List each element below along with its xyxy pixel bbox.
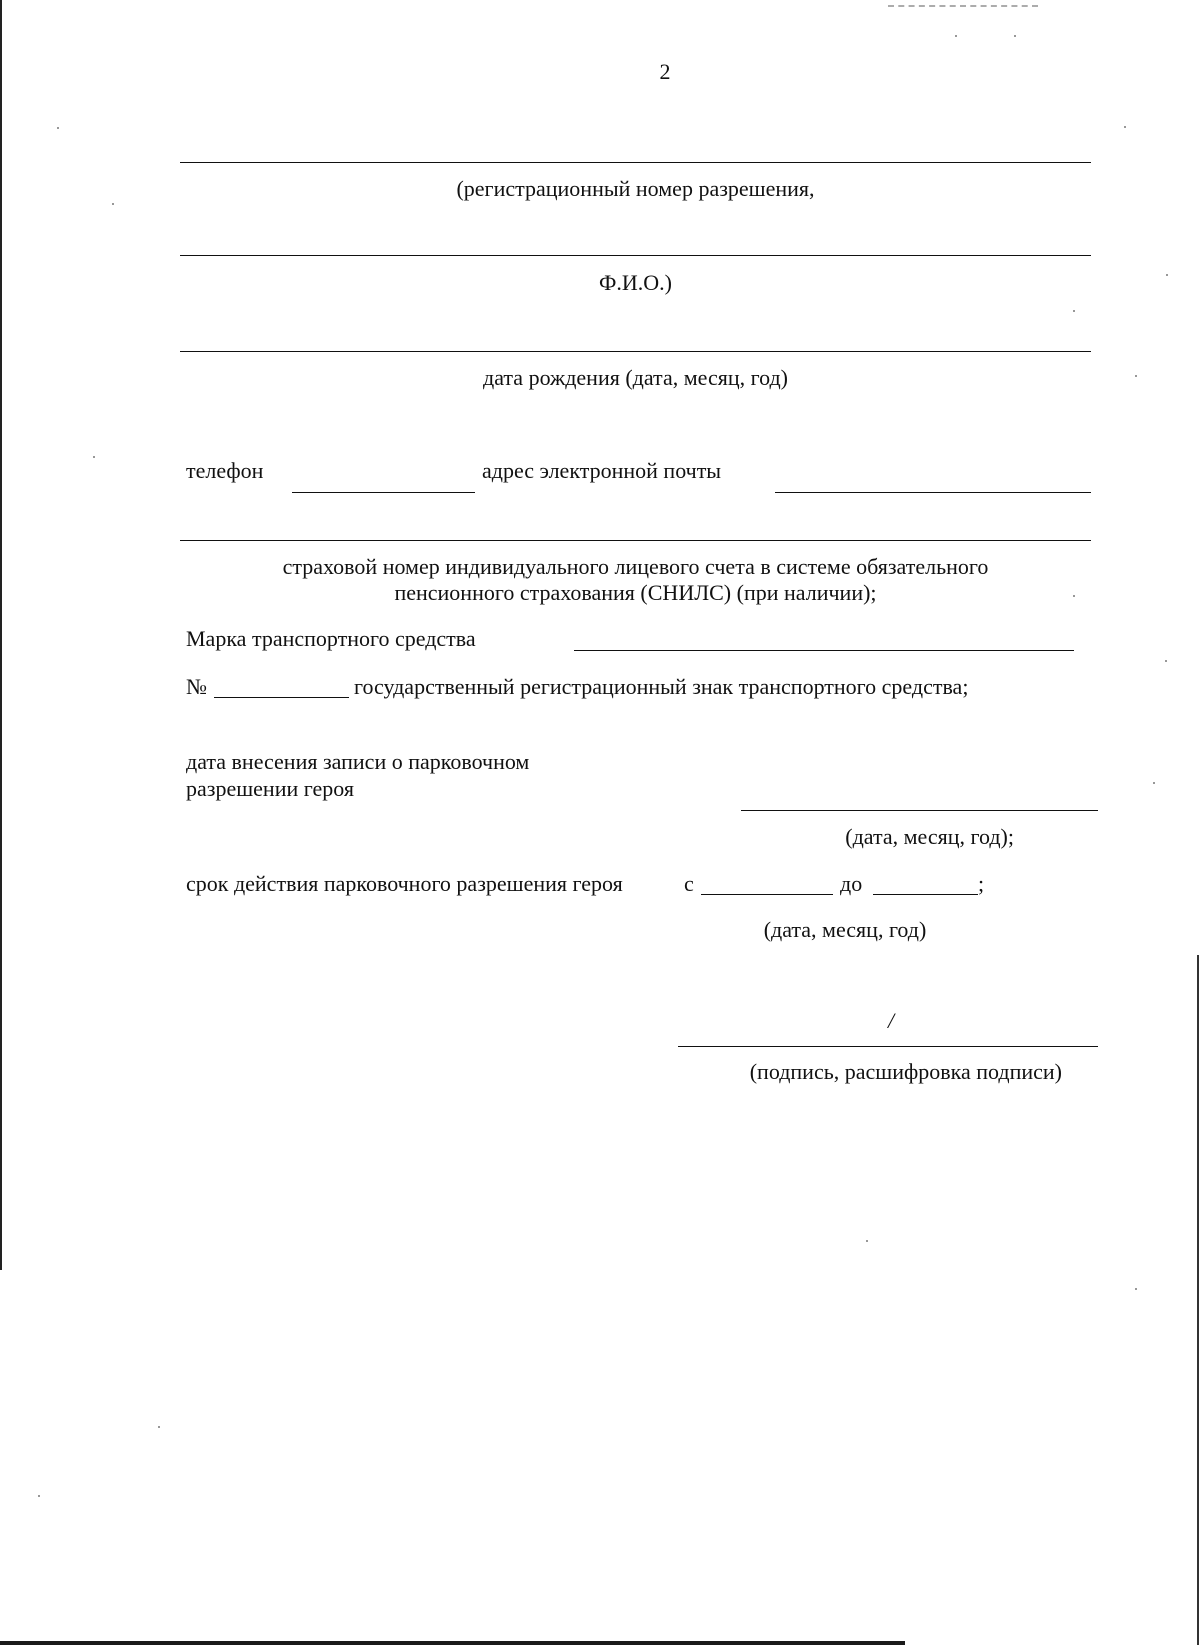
registration-number-label: (регистрационный номер разрешения, — [456, 176, 815, 201]
vehicle-brand-label: Марка транспортного средства — [186, 626, 476, 651]
phone-line[interactable] — [292, 492, 475, 493]
snils-label-line1: страховой номер индивидуального лицевого счета в системе обязательного — [282, 554, 989, 579]
scan-left-edge — [0, 0, 2, 1270]
email-label: адрес электронной почты — [482, 458, 722, 483]
scan-speck — [38, 1495, 40, 1497]
page-number: 2 — [659, 59, 671, 84]
scan-speck — [158, 1426, 160, 1428]
birth-date-line[interactable] — [180, 351, 1091, 352]
validity-label: срок действия парковочного разрешения героя — [186, 871, 623, 896]
entry-date-line[interactable] — [741, 810, 1098, 811]
scan-speck — [955, 35, 957, 37]
scan-speck — [1135, 375, 1137, 377]
snils-label-line2: пенсионного страхования (СНИЛС) (при наличии); — [394, 580, 877, 605]
scan-speck — [112, 203, 114, 205]
validity-hint: (дата, месяц, год) — [763, 917, 927, 942]
scan-speck — [1014, 35, 1016, 37]
number-sign: № — [186, 674, 207, 699]
scan-speck — [1073, 310, 1075, 312]
scan-speck — [1153, 782, 1155, 784]
entry-date-hint: (дата, месяц, год); — [845, 824, 1014, 849]
scan-speck — [1124, 126, 1126, 128]
fio-label: Ф.И.О.) — [599, 270, 672, 295]
scan-bottom-edge — [0, 1641, 905, 1645]
scan-speck — [1135, 1288, 1137, 1290]
signature-hint: (подпись, расшифровка подписи) — [749, 1059, 1062, 1084]
validity-to-label: до — [840, 871, 863, 896]
scan-right-edge — [1197, 955, 1199, 1645]
validity-from-label: с — [684, 871, 694, 896]
plate-label: государственный регистрационный знак транспортного средства; — [354, 674, 969, 699]
fio-line[interactable] — [180, 255, 1091, 256]
validity-end-punct: ; — [978, 871, 985, 896]
scan-speck — [866, 1240, 868, 1242]
phone-label: телефон — [186, 458, 264, 483]
email-line[interactable] — [775, 492, 1091, 493]
entry-date-label-line2: разрешении героя — [186, 776, 354, 801]
scan-top-artifact — [888, 0, 1038, 7]
plate-number-line[interactable] — [214, 697, 349, 698]
registration-number-line[interactable] — [180, 162, 1091, 163]
snils-line[interactable] — [180, 540, 1091, 541]
scan-speck — [1166, 274, 1168, 276]
scan-speck — [57, 127, 59, 129]
birth-date-label: дата рождения (дата, месяц, год) — [483, 365, 788, 390]
vehicle-brand-line[interactable] — [574, 650, 1074, 651]
scan-speck — [93, 456, 95, 458]
signature-slash: / — [888, 1008, 895, 1033]
validity-to-line[interactable] — [873, 894, 978, 895]
scan-speck — [1165, 660, 1167, 662]
validity-from-line[interactable] — [701, 894, 833, 895]
entry-date-label-line1: дата внесения записи о парковочном — [186, 749, 530, 774]
signature-line[interactable] — [678, 1046, 1098, 1047]
